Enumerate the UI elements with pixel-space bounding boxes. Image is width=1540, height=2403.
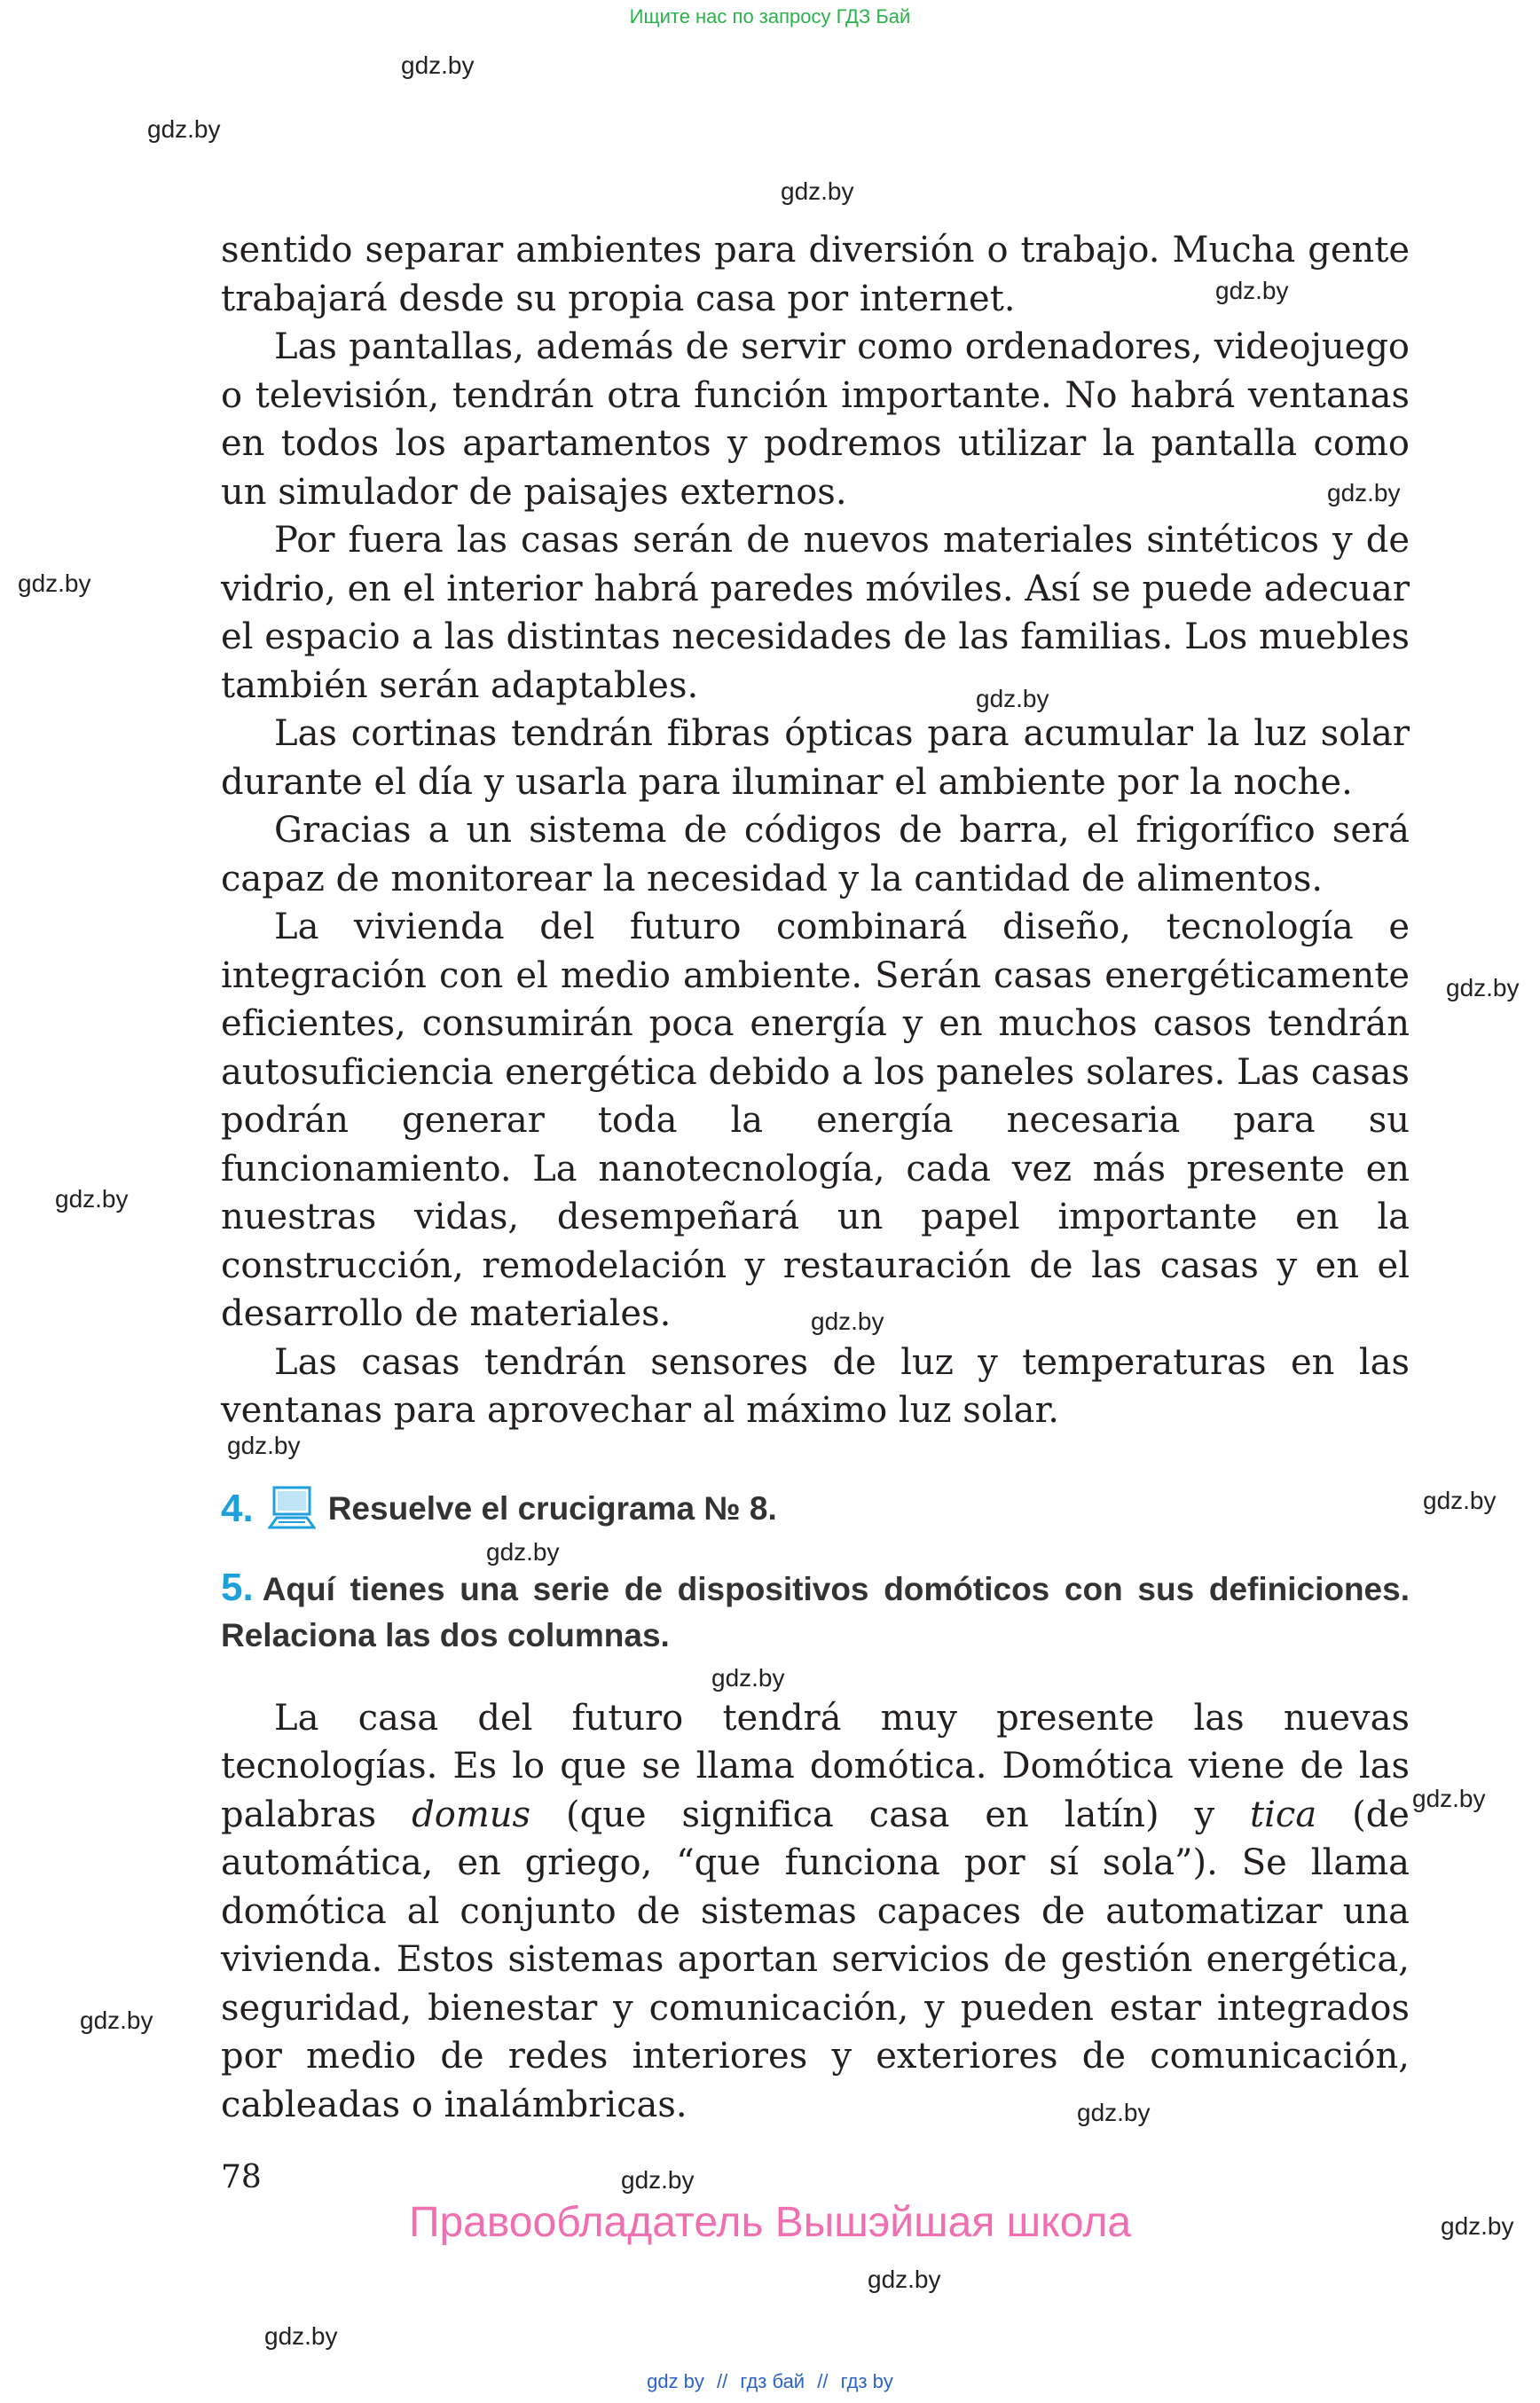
bottom-links [0,2370,1540,2393]
watermark: gdz.by [1446,974,1520,1001]
watermark: gdz.by [621,2166,695,2194]
watermark: gdz.by [18,569,91,597]
watermark: gdz.by [1215,277,1289,304]
watermark: gdz.by [486,1538,560,1566]
watermark: gdz.by [1441,2212,1514,2240]
watermark: gdz.by [80,2006,153,2034]
text-run: La casa del futuro tendrá muy presente las nuevas tecnologías. Es lo que se llama domótica. Domótica viene de las palabras [221,1697,1410,1835]
paragraph: Las cortinas tendrán fibras ópticas para acumular la luz solar durante el día y usarla para iluminar el ambiente por la noche. [221,713,1410,803]
watermark: gdz.by [147,115,221,143]
page-content [221,226,1410,2129]
watermark: gdz.by [227,1432,301,1459]
text-run: (de automática, en griego, “que funciona por sí sola”). Se llama domótica al conjunto de sistemas capaces de automatizar una vivienda. Estos sistemas aportan servicios de gestión energética, seguridad, bienestar y comunicación, y pueden estar integrados por medio de redes interiores y exteriores de comunicación, cableadas o inalámbricas. [221,1794,1410,2125]
page-number: 78 [221,2159,262,2195]
paragraph: Las pantallas, además de servir como ordenadores, videojuego o televisión, tendrán otra función importante. No habrá ventanas en todos los apartamentos y podremos utilizar la pantalla como un simulador de paisajes externos. [221,326,1410,513]
watermark: gdz.by [711,1664,785,1692]
watermark: gdz.by [868,2266,941,2293]
link-separator: // [717,2370,728,2392]
paragraph: sentido separar ambientes para diversión o trabajo. Mucha gente trabajará desde su propia casa por internet. [221,230,1410,319]
watermark: gdz.by [264,2322,338,2350]
link-separator: // [817,2370,829,2392]
link-gdz-by[interactable]: gdz by [647,2370,704,2392]
text-run: (que significa casa en latín) y [530,1794,1251,1835]
watermark: gdz.by [976,685,1049,712]
link-gdz-by-cyr[interactable]: гдз by [840,2370,893,2392]
task-4-text: Resuelve el crucigrama № 8. [327,1489,777,1527]
task-5-text: Aquí tienes una serie de dispositivos domóticos con sus definiciones. Relaciona las dos columnas. [221,1570,1410,1653]
paragraph: La vivienda del futuro combinará diseño, tecnología e integración con el medio ambiente. Serán casas energéticamente eficientes, consumirán poca energía y en muchos casos tendrán autosuficiencia energética debido a los paneles solares. Las casas podrán generar toda la energía necesaria para su funcionamiento. La nanotecnología, cada vez más presente en nuestras vidas, desempeñará un papel importante en la construcción, remodelación y restauración de las casas y en el desarrollo de materiales. [221,907,1410,1334]
task-number: 4. [221,1486,254,1530]
watermark: gdz.by [1423,1487,1497,1514]
watermark: gdz.by [811,1308,884,1335]
term-tica: tica [1250,1794,1317,1835]
rights-holder: Правообладатель Вышэйшая школа [408,2199,1132,2246]
link-gdz-bai[interactable]: гдз бай [740,2370,805,2392]
paragraph: Las casas tendrán sensores de luz y temperaturas en las ventanas para aprovechar al máximo luz solar. [221,1341,1410,1431]
domotica-paragraph [221,1694,1410,2130]
term-domus: domus [412,1794,531,1835]
watermark: gdz.by [1327,479,1401,507]
task-5 [221,1565,1410,1659]
watermark: gdz.by [1412,1785,1486,1812]
top-banner[interactable]: Ищите нас по запросу ГДЗ Бай [629,5,911,27]
task-4 [221,1485,1410,1533]
watermark: gdz.by [781,177,854,205]
watermark: gdz.by [55,1185,129,1213]
watermark: gdz.by [1077,2099,1151,2126]
task-number: 5. [221,1565,254,1609]
watermark: gdz.by [401,51,475,79]
computer-monitor-icon [268,1485,316,1533]
paragraph: Por fuera las casas serán de nuevos materiales sintéticos y de vidrio, en el interior habrá paredes móviles. Así se puede adecuar el espacio a las distintas necesidades de las familias. Los muebles también serán adaptables. [221,520,1410,706]
paragraph: Gracias a un sistema de códigos de barra, el frigorífico será capaz de monitorear la necesidad y la cantidad de alimentos. [221,810,1410,899]
